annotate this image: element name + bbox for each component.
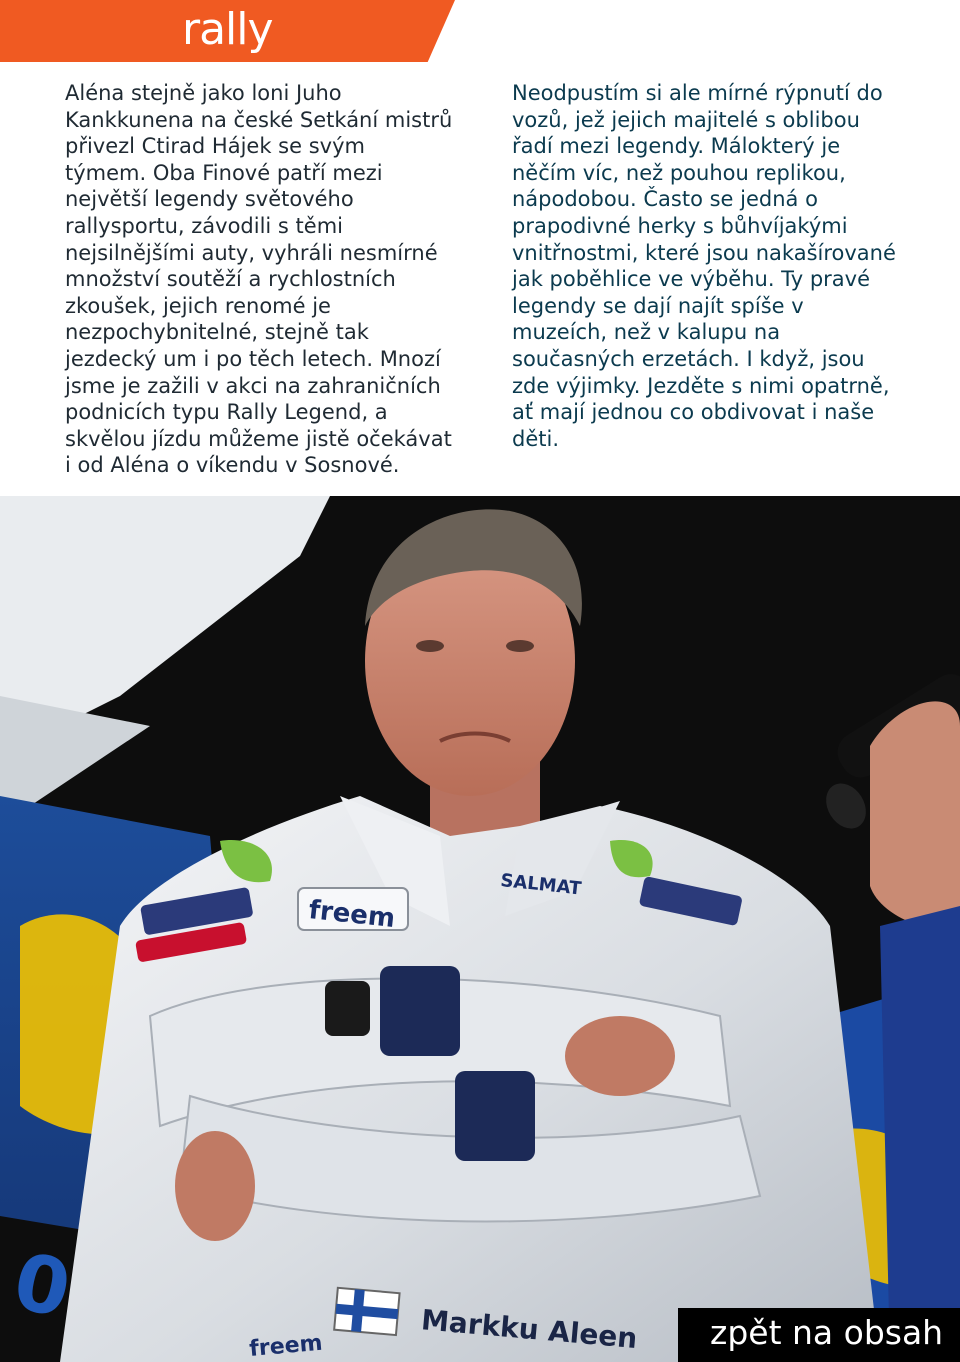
suit-patch-freem: freem bbox=[307, 895, 397, 935]
suit-patch-salmat: SALMAT bbox=[499, 870, 583, 900]
suit-patch-freem-bottom: freem bbox=[248, 1330, 324, 1362]
article-column-right: Neodpustím si ale mírné rýpnutí do vozů, jež jejich majitelé s oblibou řadí mezi legendy. Málokterý je něčím víc, než pouhou replikou, nápodobou. Často se jedná o prapodivné herky s bůhvíjakými vnitřnostmi, které jsou nakašírované jak poběhlice ve výběhu. Ty pravé legendy se dají najít spíše v muzeích, než v kalupu na současných erzetách. I když, jsou zde výjimky. Jezděte s nimi opatrně, ať mají jednou co obdivovat i naše děti. bbox=[512, 81, 896, 451]
article-column-left: Aléna stejně jako loni Juho Kankkunena na české Setkání mistrů přivezl Ctirad Hájek se svým týmem. Oba Finové patří mezi největší legendy světového rallysportu, závodili s těmi nejsilnějšími auty, vyhráli nesmírné množství soutěží a rychlostních zkoušek, jejich renomé je nezpochybnitelné, stejně tak jezdecký um i po těch letech. Mnozí jsme je zažili v akci na zahraničních podnicích typu Rally Legend, a skvělou jízdu můžeme jistě očekávat i od Aléna o víkendu v Sosnové. bbox=[65, 81, 453, 478]
wristwatch bbox=[325, 981, 370, 1036]
driver-photo bbox=[0, 496, 960, 1362]
name-tag: Markku Aleen bbox=[419, 1303, 639, 1356]
navy-cuff bbox=[380, 966, 460, 1056]
section-label: rally bbox=[182, 4, 273, 55]
back-to-contents-link[interactable]: zpět na obsah bbox=[678, 1308, 960, 1362]
